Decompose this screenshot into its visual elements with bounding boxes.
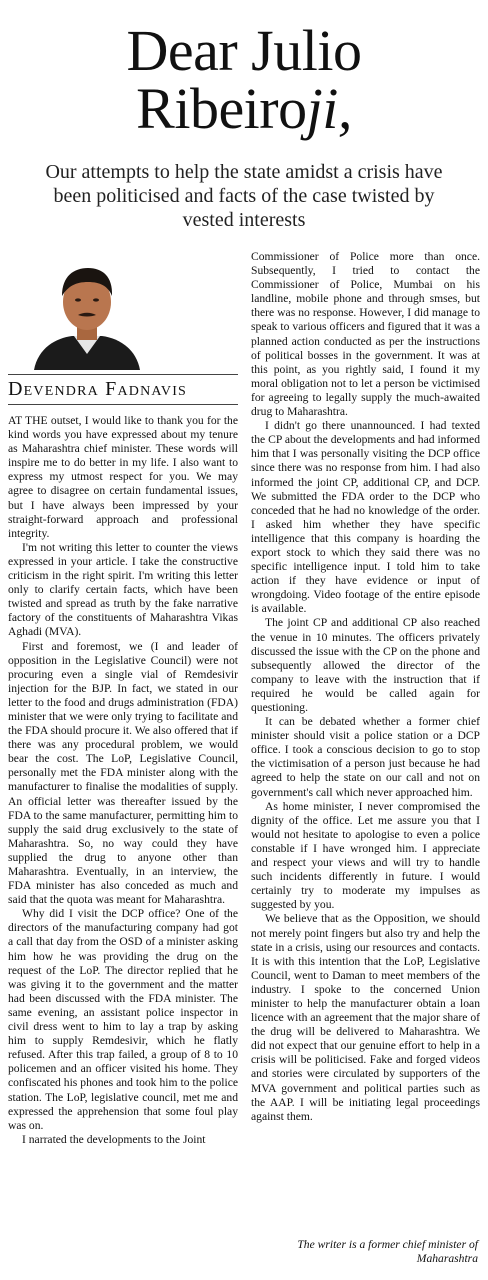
paragraph: As home minister, I never compromised the dignity of the office. Let me assure you that I would not hesitate to apologise to even a police constable if I have wronged him. I appreciate and respect your views and will try to handle such incidents differently in future. I would certainly try to moderate my impulses as suggested by you. bbox=[251, 799, 480, 912]
deck-subheading: Our attempts to help the state amidst a crisis have been politicised and facts of the case twisted by vested interests bbox=[45, 161, 443, 231]
headline-honorific: ji, bbox=[306, 76, 352, 141]
author-portrait bbox=[28, 258, 146, 370]
headline-line-1: Dear Julio bbox=[126, 18, 362, 83]
paragraph: I didn't go there unannounced. I had texted the CP about the developments and had informed him that I was personally visiting the DCP office since there was no response from him. I had also informed the joint CP, additional CP, and DCP. We submitted the FDA order to the DCP who conceded that he had no knowledge of the order. I asked him whether they have specific intelligence that this company is hoarding the export stock to which they said there was no specific intelligence input. I told him to take action if they have evidence or input of wrongdoing. Video footage of the entire episode is available. bbox=[251, 419, 480, 616]
paragraph: I'm not writing this letter to counter the views expressed in your article. I take the constructive criticism in the right spirit. I'm writing this letter only to clarify certain facts, which have been twisted and spread as truth by the fake narrative factory of the constituents of Maharashtra Vikas Aghadi (MVA). bbox=[8, 540, 238, 639]
left-column bbox=[8, 414, 238, 1147]
headline-line-2 bbox=[0, 76, 488, 141]
author-note: The writer is a former chief minister of Maharashtra bbox=[297, 1238, 478, 1265]
paragraph: The joint CP and additional CP also reached the venue in 10 minutes. The officers privately discussed the issue with the CP on the phone and subsequently allowed the director of the company to leave with the instruction that if required he would be called again for questioning. bbox=[251, 616, 480, 714]
paragraph: First and foremost, we (I and leader of opposition in the Legislative Council) were not procuring even a single vial of Remdesivir injection for the BJP. In fact, we stated in our letter to the food and drugs administration (FDA) minister that we were only trying to facilitate and the FDA should procure it. We also offered that if there was any procedural problem, we would bear the cost. The LoP, Legislative Council, personally met the FDA minister along with the manufacturer to finalise the modalities of supply. An official letter was thereafter issued by the FDA to the same manufacturer, permitting him to supply the said drug exclusively to the state of Maharashtra. So, no way could they have supplied the drug to anyone other than Maharashtra. Eventually, in an interview, the FDA minister has also conceded as much and said that the quota was meant for Maharashtra. bbox=[8, 639, 238, 907]
byline-rule bbox=[8, 404, 238, 405]
headline bbox=[0, 18, 488, 141]
paragraph: It can be debated whether a former chief minister should visit a police station or a DCP office. I took a conscious decision to go to stop the victimisation of a person just because he had agreed to help the state on our call and not on government's call which never approached him. bbox=[251, 715, 480, 799]
right-column bbox=[251, 250, 480, 1124]
paragraph: We believe that as the Opposition, we should not merely point fingers but also try and help the state in a crisis, using our resources and contacts. It is with this intention that the LoP, Legislative Council, went to Daman to meet members of the industry. I spoke to the concerned Union minister to help the manufacturer obtain a loan licence with an agreement that the major share of the drug will be delivered to Maharashtra. We did not expect that our genuine effort to help in a crisis will be politicised. Fake and forged videos and stories were circulated by supporters of the MVA government and political parties such as the AAP. I will be initiating legal proceedings against them. bbox=[251, 912, 480, 1123]
paragraph: AT THE outset, I would like to thank you for the kind words you have expressed about my tenure as Maharashtra chief minister. These words will inspire me to do better in my life. I also want to express my utmost respect for you. We may agree to disagree on certain fundamental issues, but I have always been impressed by your straight-forward approach and professional integrity. bbox=[8, 414, 238, 540]
paragraph: Why did I visit the DCP office? One of the directors of the manufacturing company had got a call that day from the OSD of a minister asking him how he was providing the drug on the request of the LoP. The director replied that he was giving it to the government and the matter had been discussed with the FDA minister. The same evening, an assistant police inspector in civil dress went to him to lay a trap by asking him to supply Remdesivir, which he flatly refused. After this trap failed, a group of 8 to 10 policemen and an officer visited his home. They confiscated his phones and took him to the police station. The LoP, legislative council, met me and expressed the apprehension that some foul play was on. bbox=[8, 907, 238, 1132]
paragraph: Commissioner of Police more than once. Subsequently, I tried to contact the Commissioner of Police, Mumbai on his landline, mobile phone and through smses, but there was no response. However, I did manage to speak to various officers and figured that it was a planned action conducted as per the instructions of political bosses in the government. It was at this point, as you rightly said, I found it my moral obligation not to let a person be victimised for agreeing to legally supply the much-awaited drug to Maharashtra. bbox=[251, 250, 480, 419]
headline-name: Ribeiro bbox=[136, 76, 307, 141]
author-byline: Devendra Fadnavis bbox=[8, 374, 238, 401]
paragraph: I narrated the developments to the Joint bbox=[22, 1132, 206, 1146]
